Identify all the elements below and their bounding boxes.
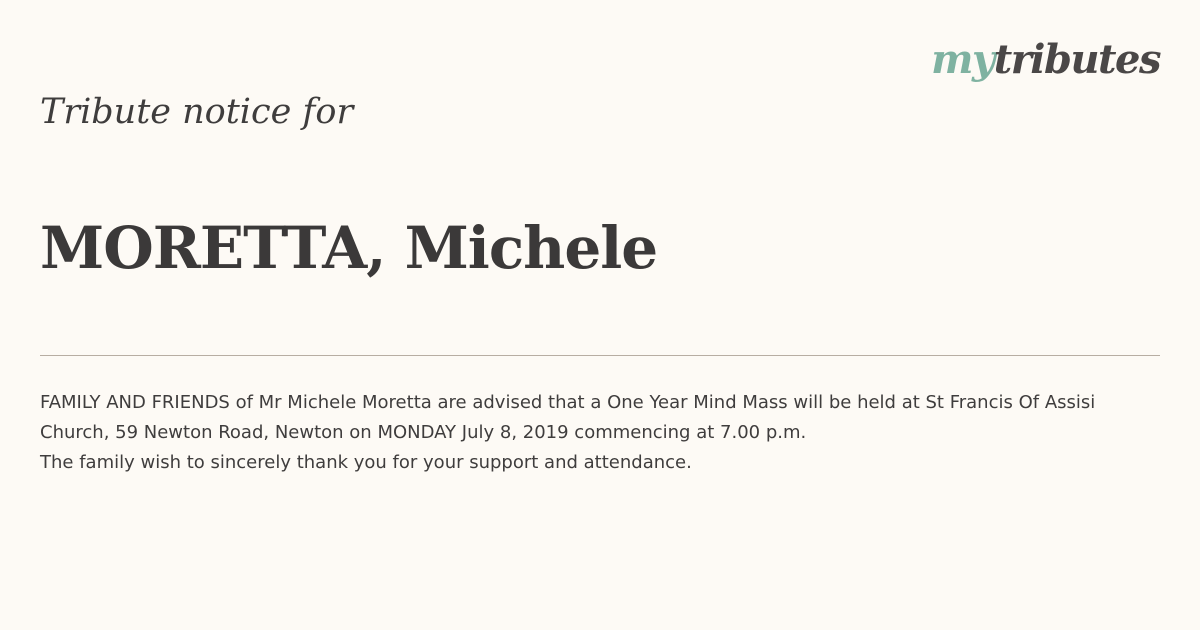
notice-paragraph-announcement: FAMILY AND FRIENDS of Mr Michele Moretta are advised that a One Year Mind Mass will be held at St Francis Of Assisi Church, 59 Newton Road, Newton on MONDAY July 8, 2019 commencing at 7.00 p.m. xyxy=(40,392,1096,443)
notice-body-text xyxy=(40,388,1160,478)
logo-my-text: my xyxy=(931,36,994,83)
logo-tributes-text: tributes xyxy=(993,36,1160,83)
section-divider xyxy=(40,355,1160,356)
notice-paragraph-thanks: The family wish to sincerely thank you for your support and attendance. xyxy=(40,452,692,473)
notice-intro-heading: Tribute notice for xyxy=(40,92,354,132)
deceased-name-title: MORETTA, Michele xyxy=(40,214,658,282)
mytributes-logo[interactable] xyxy=(931,34,1160,86)
